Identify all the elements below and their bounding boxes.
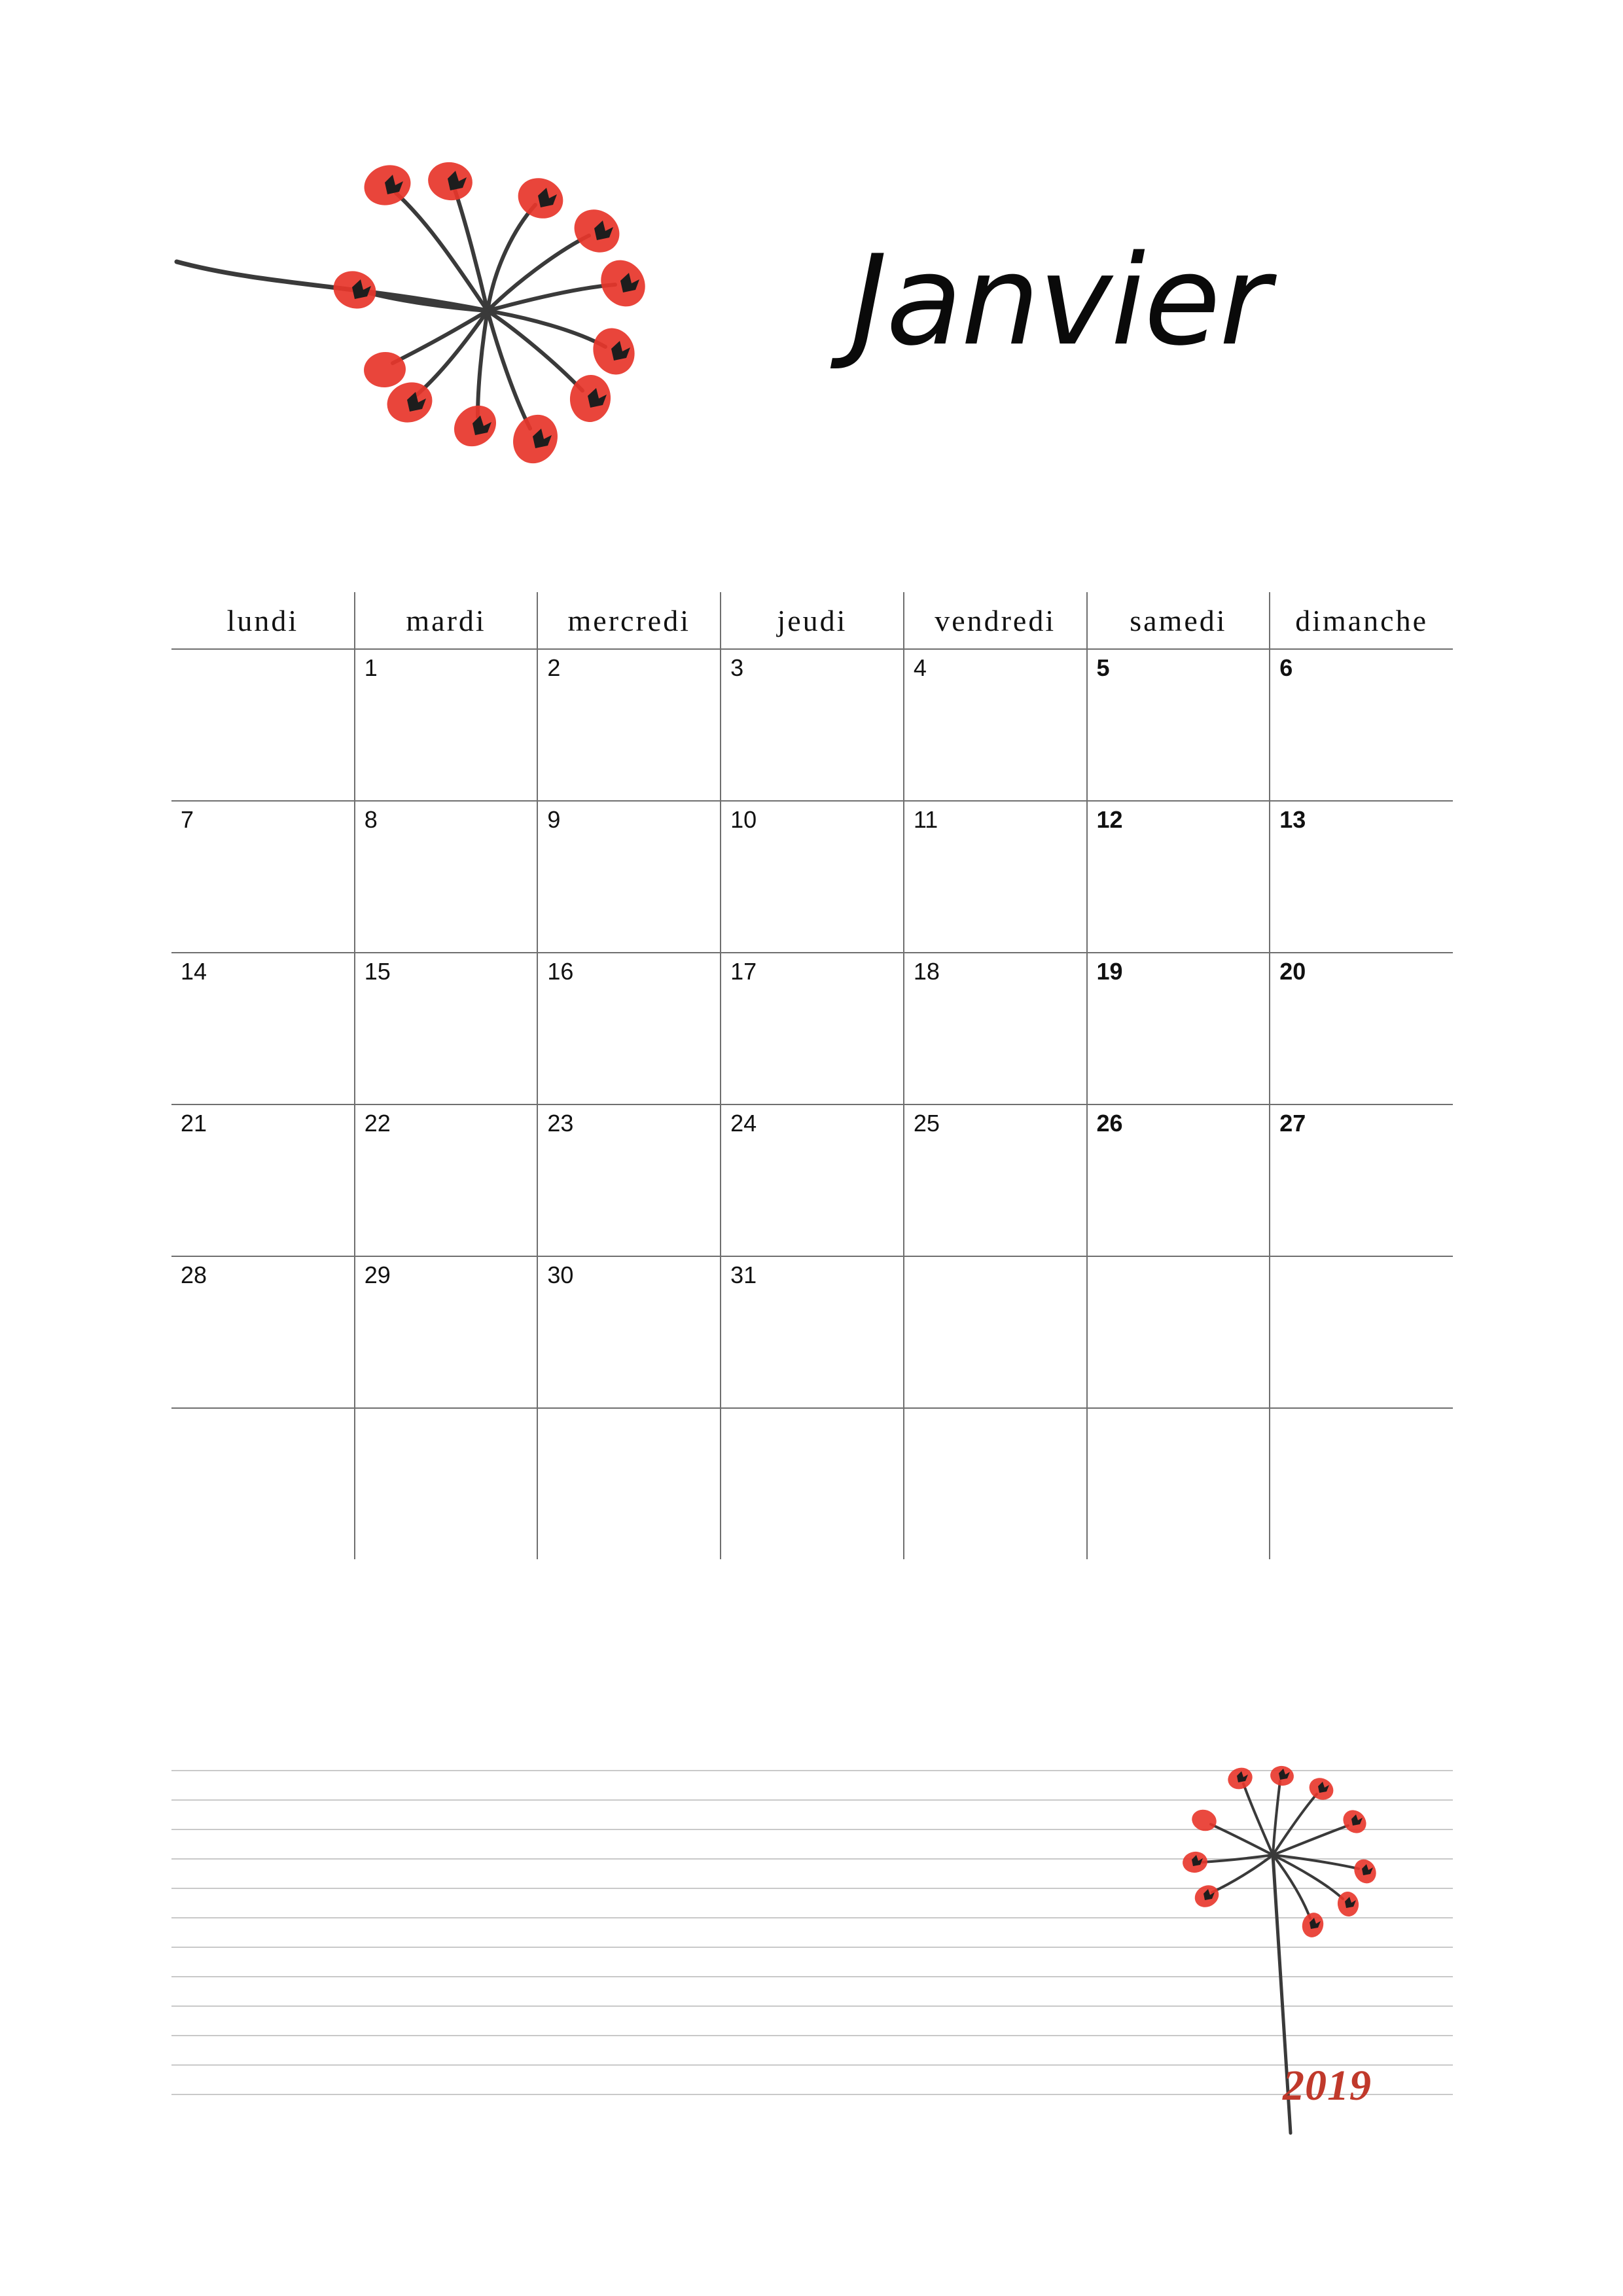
weekday-header-row bbox=[171, 592, 1453, 649]
day-cell[interactable] bbox=[904, 649, 1087, 801]
day-cell[interactable] bbox=[904, 1104, 1087, 1256]
day-number: 14 bbox=[181, 958, 207, 985]
day-number: 24 bbox=[730, 1110, 757, 1137]
weekday-header-samedi: samedi bbox=[1087, 592, 1270, 649]
day-cell[interactable] bbox=[355, 1104, 538, 1256]
weekday-header-mercredi: mercredi bbox=[537, 592, 721, 649]
day-cell[interactable] bbox=[721, 1256, 904, 1408]
day-cell[interactable] bbox=[721, 1408, 904, 1559]
day-cell[interactable] bbox=[355, 801, 538, 953]
day-number: 18 bbox=[913, 958, 940, 985]
day-cell[interactable] bbox=[537, 1408, 721, 1559]
day-cell[interactable] bbox=[721, 953, 904, 1104]
day-cell[interactable] bbox=[537, 953, 721, 1104]
day-number: 7 bbox=[181, 806, 194, 833]
day-number: 21 bbox=[181, 1110, 207, 1137]
day-number: 1 bbox=[364, 654, 378, 681]
day-number: 20 bbox=[1279, 958, 1306, 985]
day-cell[interactable] bbox=[355, 1256, 538, 1408]
day-number: 3 bbox=[730, 654, 744, 681]
day-cell[interactable] bbox=[1087, 1408, 1270, 1559]
calendar-week-row bbox=[171, 801, 1453, 953]
day-number: 30 bbox=[547, 1262, 574, 1288]
poppy-cluster-icon bbox=[157, 121, 785, 566]
day-cell[interactable] bbox=[171, 1104, 355, 1256]
year-label: 2019 bbox=[1283, 2062, 1372, 2110]
day-cell[interactable] bbox=[721, 649, 904, 801]
day-cell[interactable] bbox=[904, 1408, 1087, 1559]
weekday-header-jeudi: jeudi bbox=[721, 592, 904, 649]
day-number: 27 bbox=[1279, 1110, 1306, 1137]
day-number: 5 bbox=[1096, 654, 1110, 681]
weekday-header-mardi: mardi bbox=[355, 592, 538, 649]
calendar-grid bbox=[171, 592, 1453, 1559]
day-number: 15 bbox=[364, 958, 391, 985]
day-number: 28 bbox=[181, 1262, 207, 1288]
page-title: Janvier bbox=[851, 228, 1270, 373]
day-number: 8 bbox=[364, 806, 378, 833]
day-cell[interactable] bbox=[1270, 649, 1453, 801]
day-cell[interactable] bbox=[721, 801, 904, 953]
day-cell[interactable] bbox=[171, 1256, 355, 1408]
day-cell[interactable] bbox=[537, 649, 721, 801]
day-cell[interactable] bbox=[904, 953, 1087, 1104]
day-cell[interactable] bbox=[904, 801, 1087, 953]
day-cell[interactable] bbox=[1087, 1104, 1270, 1256]
day-number: 11 bbox=[913, 806, 938, 833]
day-number: 19 bbox=[1096, 958, 1123, 985]
day-cell[interactable] bbox=[721, 1104, 904, 1256]
calendar-week-row bbox=[171, 1256, 1453, 1408]
day-cell[interactable] bbox=[1270, 801, 1453, 953]
day-number: 9 bbox=[547, 806, 561, 833]
page-header bbox=[0, 0, 1623, 576]
day-number: 4 bbox=[913, 654, 927, 681]
day-number: 10 bbox=[730, 806, 757, 833]
day-number: 29 bbox=[364, 1262, 391, 1288]
day-number: 2 bbox=[547, 654, 561, 681]
day-cell[interactable] bbox=[1270, 1408, 1453, 1559]
day-cell[interactable] bbox=[904, 1256, 1087, 1408]
day-cell[interactable] bbox=[1087, 1256, 1270, 1408]
calendar-week-row bbox=[171, 1104, 1453, 1256]
weekday-header-vendredi: vendredi bbox=[904, 592, 1087, 649]
day-cell[interactable] bbox=[171, 953, 355, 1104]
day-cell[interactable] bbox=[1087, 649, 1270, 801]
day-number: 25 bbox=[913, 1110, 940, 1137]
day-cell[interactable] bbox=[171, 1408, 355, 1559]
day-number: 6 bbox=[1279, 654, 1293, 681]
day-cell[interactable] bbox=[355, 1408, 538, 1559]
calendar-week-row bbox=[171, 649, 1453, 801]
day-number: 31 bbox=[730, 1262, 757, 1288]
day-number: 17 bbox=[730, 958, 757, 985]
calendar-week-row bbox=[171, 953, 1453, 1104]
day-cell[interactable] bbox=[1270, 1256, 1453, 1408]
day-number: 26 bbox=[1096, 1110, 1123, 1137]
day-cell[interactable] bbox=[537, 801, 721, 953]
day-number: 22 bbox=[364, 1110, 391, 1137]
day-number: 16 bbox=[547, 958, 574, 985]
calendar-week-row bbox=[171, 1408, 1453, 1559]
day-cell[interactable] bbox=[1087, 801, 1270, 953]
day-number: 12 bbox=[1096, 806, 1123, 833]
weekday-header-lundi: lundi bbox=[171, 592, 355, 649]
calendar-table bbox=[171, 592, 1453, 1559]
day-number: 13 bbox=[1279, 806, 1306, 833]
day-cell[interactable] bbox=[1087, 953, 1270, 1104]
day-cell[interactable] bbox=[355, 953, 538, 1104]
day-cell[interactable] bbox=[355, 649, 538, 801]
weekday-header-dimanche: dimanche bbox=[1270, 592, 1453, 649]
day-cell[interactable] bbox=[537, 1256, 721, 1408]
day-cell[interactable] bbox=[1270, 1104, 1453, 1256]
day-cell[interactable] bbox=[171, 649, 355, 801]
day-cell[interactable] bbox=[171, 801, 355, 953]
day-number: 23 bbox=[547, 1110, 574, 1137]
day-cell[interactable] bbox=[537, 1104, 721, 1256]
day-cell[interactable] bbox=[1270, 953, 1453, 1104]
